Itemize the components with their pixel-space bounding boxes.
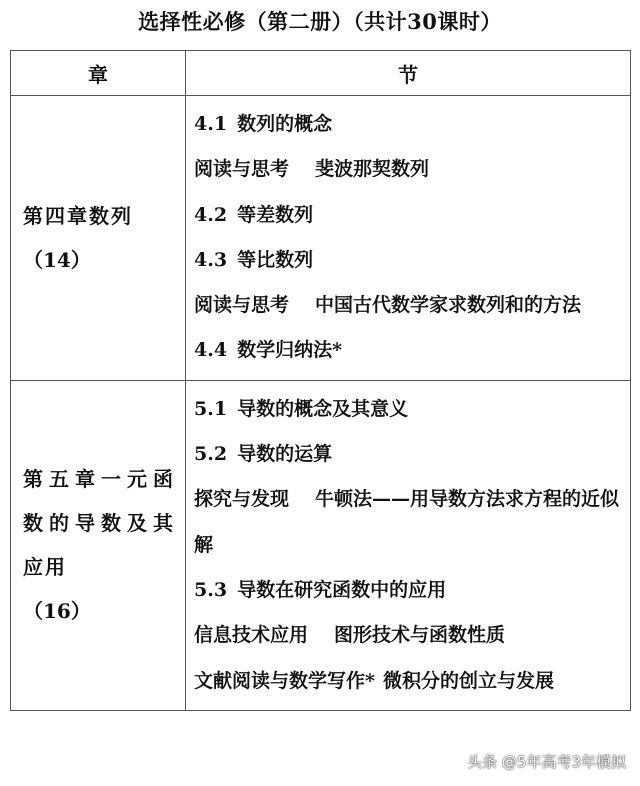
section-title: 数学归纳法* [237, 339, 342, 362]
chapter-hours: （14） [23, 247, 91, 272]
section-line [194, 568, 622, 613]
sections-cell [186, 96, 631, 381]
watermark: 头条 @5年高考3年模拟 [467, 753, 626, 771]
chapter-name: 第四章数列 [23, 203, 133, 228]
section-number: 4.1 [194, 113, 228, 135]
activity-title: 中国古代数学家求数列和的方法 [315, 294, 582, 317]
sections-cell [186, 380, 631, 710]
chapter-hours: （16） [23, 599, 91, 624]
section-number: 4.2 [194, 203, 228, 226]
page-title: 选择性必修（第二册）（共计30课时） [138, 9, 502, 34]
section-number: 5.3 [194, 578, 228, 601]
section-title: 导数的概念及其意义 [237, 397, 409, 420]
activity-title: 斐波那契数列 [315, 158, 430, 181]
activity-title: 牛顿法——用导数方法求方程的近似解 [194, 488, 620, 556]
activity-label: 信息技术应用 [194, 624, 309, 647]
section-line [194, 193, 622, 238]
section-line [194, 238, 622, 283]
section-number: 5.2 [194, 443, 228, 466]
section-line [194, 477, 622, 568]
section-title: 等比数列 [237, 248, 314, 271]
activity-label: 阅读与思考 [194, 158, 290, 181]
section-line [194, 659, 622, 704]
activity-title: 微积分的创立与发展 [382, 669, 554, 692]
section-title: 导数在研究函数中的应用 [237, 578, 447, 601]
activity-label: 阅读与思考 [194, 294, 290, 317]
section-line [194, 432, 622, 477]
curriculum-table [10, 50, 631, 711]
section-line [194, 283, 622, 328]
table-header-row [11, 51, 631, 96]
activity-title: 图形技术与函数性质 [334, 624, 506, 647]
section-line [194, 387, 622, 432]
table-row-chapter-4 [11, 96, 631, 381]
chapter-cell [11, 380, 186, 710]
section-line [194, 328, 622, 373]
section-title: 数列的概念 [237, 113, 333, 135]
chapter-name: 第五章一元函数的导数及其应用 [23, 467, 175, 580]
activity-label: 文献阅读与数学写作* [194, 669, 375, 692]
section-line [194, 147, 622, 192]
section-line [194, 102, 622, 147]
section-line [194, 613, 622, 658]
table-row-chapter-5 [11, 380, 631, 710]
section-title: 导数的运算 [237, 443, 333, 466]
section-number: 4.3 [194, 248, 228, 271]
header-section: 节 [186, 51, 631, 96]
section-number: 4.4 [194, 339, 228, 362]
chapter-cell [11, 96, 186, 381]
section-number: 5.1 [194, 397, 228, 420]
section-title: 等差数列 [237, 203, 314, 226]
activity-label: 探究与发现 [194, 488, 290, 511]
header-chapter: 章 [11, 51, 186, 96]
